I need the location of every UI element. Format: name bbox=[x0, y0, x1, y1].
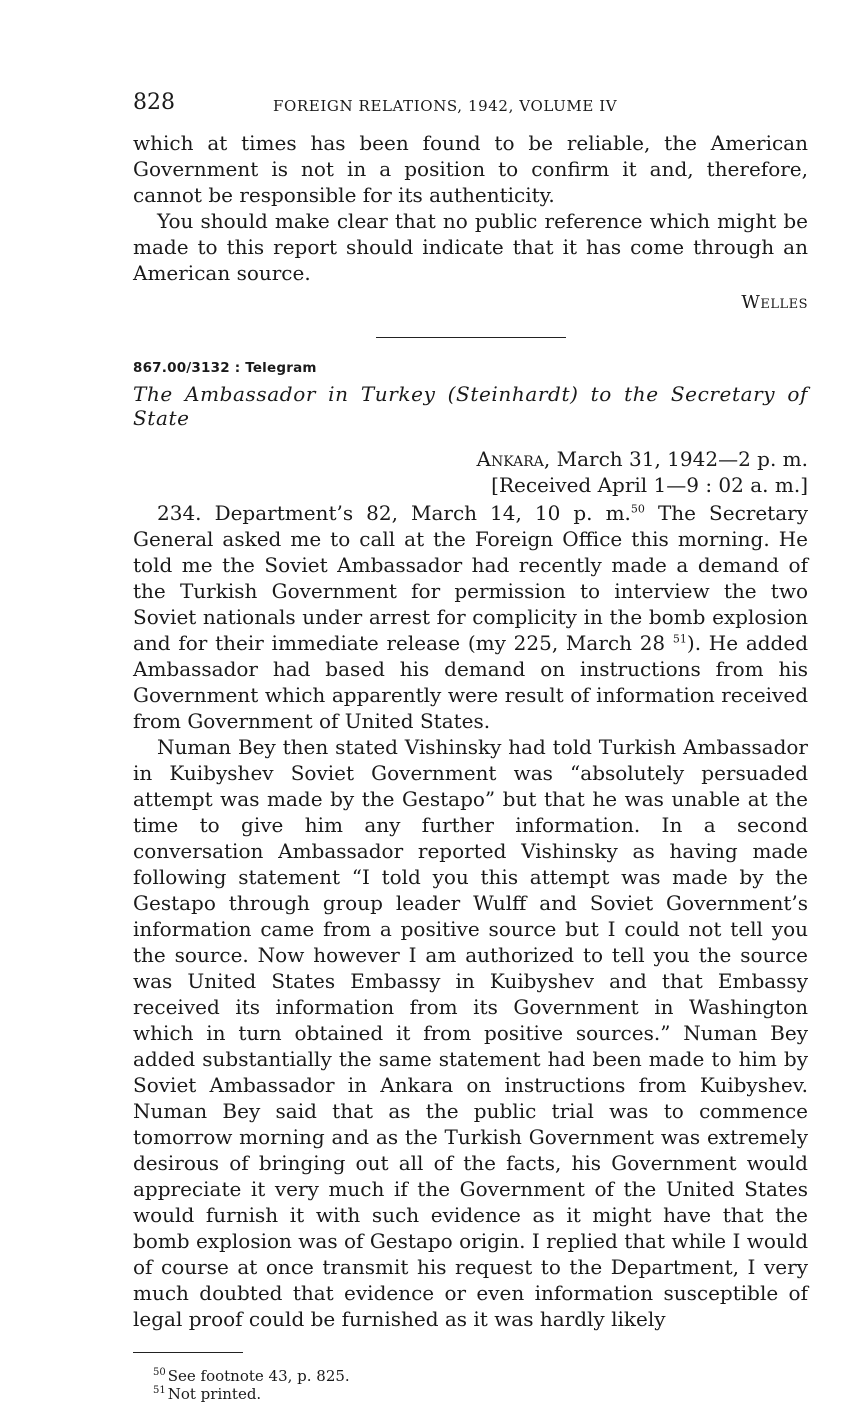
file-reference: 867.00/3132 : Telegram bbox=[133, 360, 317, 376]
dateline-sent bbox=[133, 446, 808, 472]
dateline-received: [Received April 1—9 : 02 a. m.] bbox=[491, 473, 808, 497]
instruction-paragraph: You should make clear that no public reference which might be made to this report should indicate that it has come through an American source. bbox=[133, 209, 808, 285]
document-title: The Ambassador in Turkey (Steinhardt) to the Secretary of State bbox=[133, 382, 808, 430]
footnote-text: See footnote 43, p. 825. bbox=[167, 1367, 350, 1385]
dateline-date: , March 31, 1942—2 p. m. bbox=[543, 447, 808, 471]
footnote-51 bbox=[153, 1385, 808, 1403]
dateline-place: Ankara bbox=[476, 447, 544, 471]
footnote-ref-51: 51 bbox=[672, 632, 687, 646]
running-head bbox=[133, 90, 808, 120]
section-divider bbox=[376, 337, 566, 338]
footnote-mark: 50 bbox=[153, 1367, 166, 1378]
para1-text-a: 234. Department’s 82, March 14, 10 p. m. bbox=[157, 501, 631, 525]
running-head-title: FOREIGN RELATIONS, 1942, VOLUME IV bbox=[273, 97, 618, 115]
footnote-mark: 51 bbox=[153, 1385, 166, 1396]
footnote-divider bbox=[133, 1352, 243, 1353]
continued-paragraph: which at times has been found to be reliable, the American Government is not in a position to confirm it and, therefore, cannot be responsible for its authenticity. bbox=[133, 131, 808, 207]
body-paragraph-1 bbox=[133, 500, 808, 734]
signature: Welles bbox=[741, 292, 808, 313]
body-paragraph-2: Numan Bey then stated Vishinsky had told Turkish Ambassador in Kuibyshev Soviet Government was “absolutely persuaded attempt was made by the Gestapo” but that he was unable at the time to give him any further information. In a second conversation Ambassador reported Vishinsky as having made following statement “I told you this attempt was made by the Gestapo through group leader Wulff and Soviet Government’s information came from a positive source but I could not tell you the source. Now however I am authorized to tell you the source was United States Embassy in Kuibyshev and that Embassy received its information from its Government in Washington which in turn obtained it from positive sources.” Numan Bey added substantially the same statement had been made to him by Soviet Ambassador in Ankara on instructions from Kuibyshev. Numan Bey said that as the public trial was to commence tomorrow morning and as the Turkish Government was extremely desirous of bringing out all of the facts, his Government would appreciate it very much if the Government of the United States would furnish it with such evidence as it might have that the bomb explosion was of Gestapo origin. I replied that while I would of course at once transmit his request to the Department, I very much doubted that evidence or even information susceptible of legal proof could be furnished as it was hardly likely bbox=[133, 735, 808, 1331]
para1-text-c: ). He added Ambassador had based his demand on instructions from his Government which apparently were result of information received from Government of United States. bbox=[133, 631, 808, 733]
dateline bbox=[133, 446, 808, 498]
footnotes bbox=[133, 1367, 808, 1403]
document-page bbox=[133, 90, 808, 1403]
footnote-text: Not printed. bbox=[167, 1385, 262, 1403]
page-number: 828 bbox=[133, 90, 175, 115]
footnote-50 bbox=[153, 1367, 808, 1385]
footnote-ref-50: 50 bbox=[630, 502, 645, 516]
telegram-body bbox=[133, 500, 808, 1332]
para1-text-b: The Secretary General asked me to call at the Foreign Office this morning. He told me the Soviet Ambassador had recently made a demand of the Turkish Government for permission to interview the two Soviet nationals under arrest for complicity in the bomb explosion and for their immediate release (my 225, March 28 bbox=[133, 501, 808, 655]
